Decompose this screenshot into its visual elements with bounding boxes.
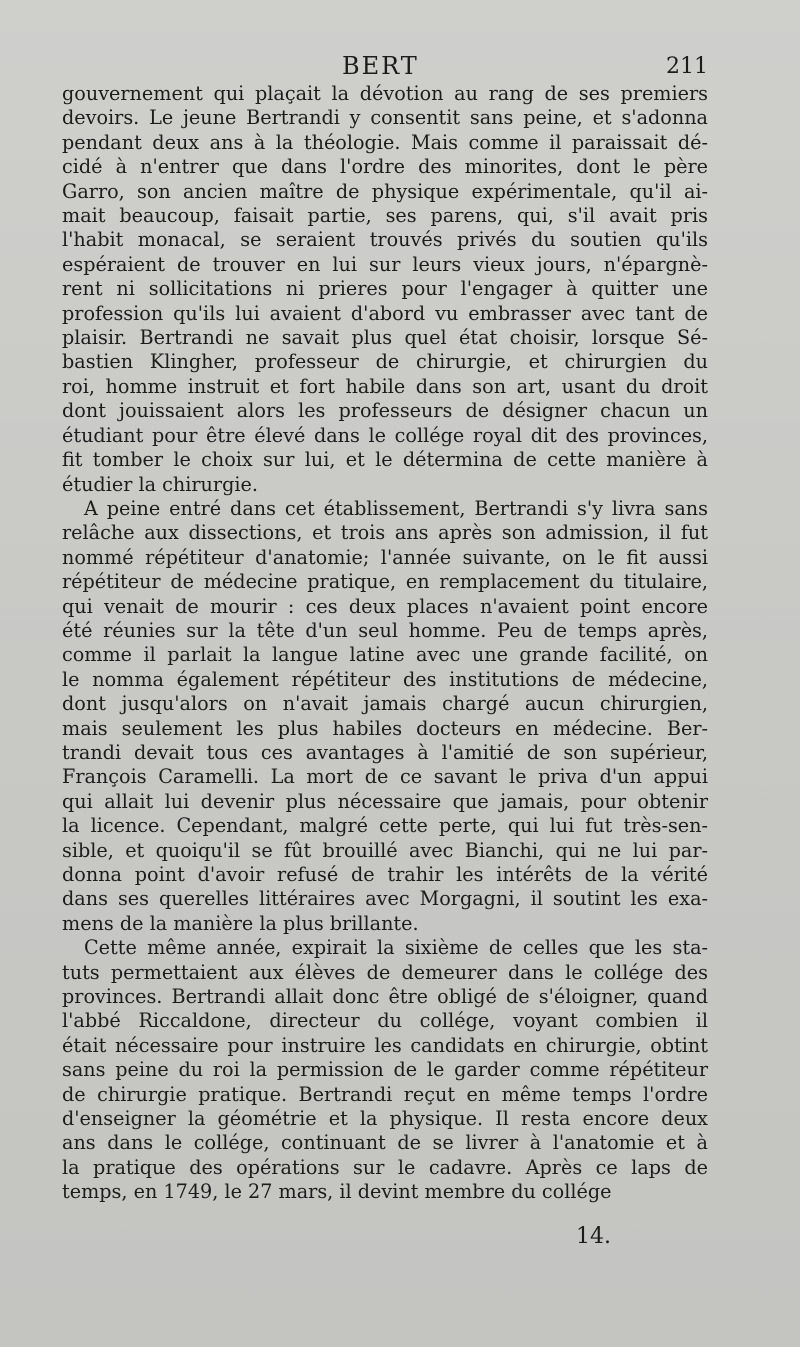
text-line: donna point d'avoir refusé de trahir les intérêts de la vérité [62,863,708,886]
text-line: l'habit monacal, se seraient trouvés privés du soutien qu'ils [62,228,708,252]
text-line: tuts permettaient aux élèves de demeurer dans le collége des [62,960,708,984]
text-line: devoirs. Le jeune Bertrandi y consentit sans peine, et s'adonna [62,106,708,130]
text-line: Garro, son ancien maître de physique expérimentale, qu'il ai- [62,179,708,203]
text-line: répétiteur de médecine pratique, en remplacement du titulaire, [62,570,708,594]
text-line: le nomma également répétiteur des institutions de médecine, [62,667,708,691]
paragraph [62,497,708,936]
text-line: ans dans le collége, continuant de se livrer à l'anatomie et à [62,1131,708,1155]
text-line: la pratique des opérations sur le cadavre. Après ce laps de [62,1155,708,1179]
signature-mark: 14. [576,1224,611,1249]
paragraph [62,936,708,1204]
body-text [62,82,708,1205]
text-line: étudiant pour être élevé dans le collége royal dit des provinces, [62,423,708,447]
text-line: sible, et quoiqu'il se fût brouillé avec Bianchi, qui ne lui par- [62,838,708,862]
text-line: mait beaucoup, faisait partie, ses parens, qui, s'il avait pris [62,204,708,228]
text-line: bastien Klingher, professeur de chirurgie, et chirurgien du [62,350,708,374]
text-line: été réunies sur la tête d'un seul homme. Peu de temps après, [62,618,708,642]
text-line: qui allait lui devenir plus nécessaire que jamais, pour obtenir [62,789,708,813]
text-line: comme il parlait la langue latine avec une grande facilité, on [62,643,708,667]
text-line: Cette même année, expirait la sixième de celles que les sta- [84,936,708,960]
text-line: dont jusqu'alors on n'avait jamais chargé aucun chirurgien, [62,692,708,716]
text-line: trandi devait tous ces avantages à l'amitié de son supérieur, [62,740,708,764]
text-line: mens de la manière la plus brillante. [62,911,419,935]
text-line: roi, homme instruit et fort habile dans son art, usant du droit [62,374,708,398]
text-line: relâche aux dissections, et trois ans après son admission, il fut [62,521,708,545]
text-line: François Caramelli. La mort de ce savant le priva d'un appui [62,765,708,789]
text-line: mais seulement les plus habiles docteurs en médecine. Ber- [62,716,708,740]
text-line: étudier la chirurgie. [62,472,258,496]
text-line: A peine entré dans cet établissement, Bertrandi s'y livra sans [84,496,708,520]
text-line: temps, en 1749, le 27 mars, il devint membre du collége [62,1180,612,1204]
text-line: provinces. Bertrandi allait donc être obligé de s'éloigner, quand [62,985,708,1009]
page-footer [62,1224,708,1254]
text-line: dont jouissaient alors les professeurs de désigner chacun un [62,399,708,423]
running-header [62,52,708,82]
text-line: qui venait de mourir : ces deux places n'avaient point encore [62,594,708,618]
text-line: fit tomber le choix sur lui, et le détermina de cette manière à [62,448,708,472]
text-line: la licence. Cependant, malgré cette perte, qui lui fut très-sen- [62,814,708,838]
paragraph [62,82,708,497]
text-line: de chirurgie pratique. Bertrandi reçut en même temps l'ordre [62,1082,708,1106]
text-line: l'abbé Riccaldone, directeur du collége, voyant combien il [62,1009,708,1033]
text-line: était nécessaire pour instruire les candidats en chirurgie, obtint [62,1033,708,1057]
text-line: rent ni sollicitations ni prieres pour l'engager à quitter une [62,277,708,301]
text-line: cidé à n'entrer que dans l'ordre des minorites, dont le père [62,155,708,179]
text-line: gouvernement qui plaçait la dévotion au rang de ses premiers [62,82,708,105]
text-line: pendant deux ans à la théologie. Mais comme il paraissait dé- [62,130,708,154]
text-line: profession qu'ils lui avaient d'abord vu embrasser avec tant de [62,301,708,325]
text-line: plaisir. Bertrandi ne savait plus quel état choisir, lorsque Sé- [62,326,708,350]
page-number: 211 [666,54,708,79]
running-title: BERT [342,52,419,80]
text-line: dans ses querelles littéraires avec Morgagni, il soutint les exa- [62,887,708,911]
text-line: nommé répétiteur d'anatomie; l'année suivante, on le fit aussi [62,545,708,569]
text-line: d'enseigner la géométrie et la physique. Il resta encore deux [62,1107,708,1131]
text-line: espéraient de trouver en lui sur leurs vieux jours, n'épargnè- [62,252,708,276]
text-line: sans peine du roi la permission de le garder comme répétiteur [62,1058,708,1082]
